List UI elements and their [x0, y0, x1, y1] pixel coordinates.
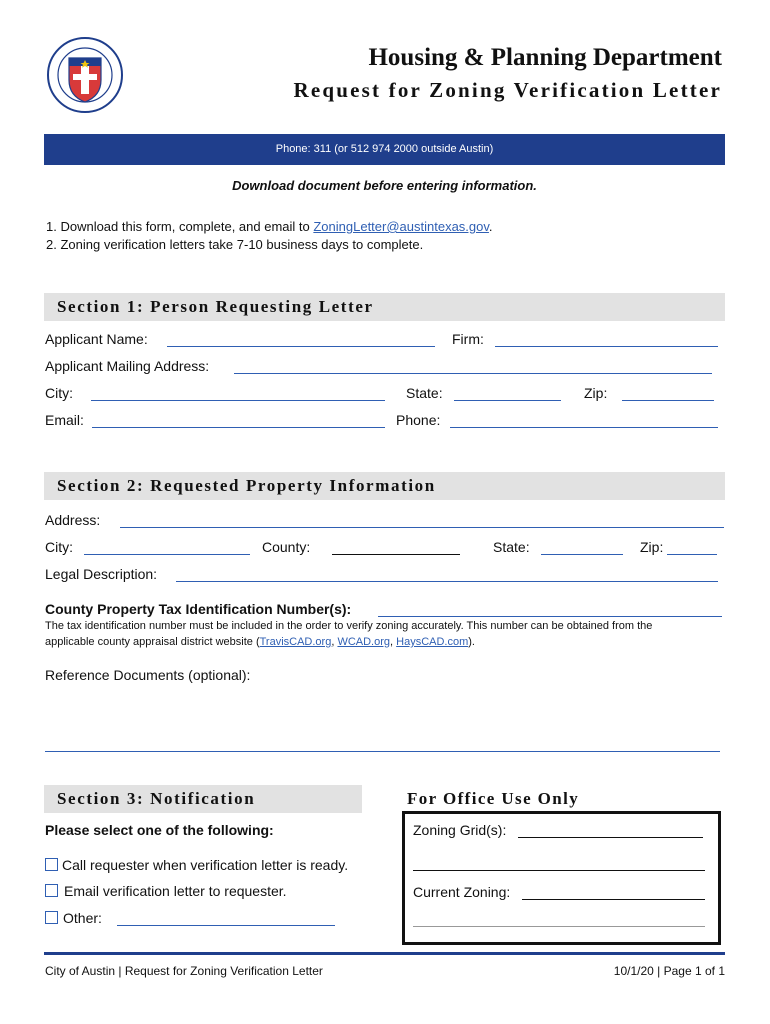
phone-label: Phone: [396, 412, 441, 428]
download-note: Download document before entering information. [232, 178, 537, 193]
travis-cad-link[interactable]: TravisCAD.org [259, 636, 332, 648]
email-letter-checkbox[interactable] [45, 884, 58, 897]
instruction-step-2: 2. Zoning verification letters take 7-10 business days to complete. [46, 237, 424, 252]
current-zoning-label: Current Zoning: [413, 884, 511, 900]
phone-bar: Phone: 311 (or 512 974 2000 outside Austin) [44, 134, 725, 165]
legal-description-label: Legal Description: [45, 566, 158, 582]
county-field[interactable] [332, 540, 460, 555]
city-seal [46, 36, 124, 114]
address-label: Address: [45, 512, 101, 528]
section3-band [44, 785, 362, 813]
email-field[interactable] [92, 413, 385, 428]
property-zip-label: Zip: [640, 539, 664, 555]
firm-field[interactable] [495, 332, 718, 347]
current-zoning-field-2[interactable] [413, 912, 705, 927]
zoning-grids-field[interactable] [518, 823, 703, 838]
email-label: Email: [45, 412, 84, 428]
tax-note-line2: applicable county appraisal district website (TravisCAD.org, WCAD.org, HaysCAD.com). [45, 636, 475, 648]
current-zoning-field[interactable] [522, 885, 705, 900]
legal-description-field[interactable] [176, 567, 718, 582]
footer-rule [44, 952, 725, 955]
section1-title: Section 1: Person Requesting Letter [57, 297, 374, 316]
county-label: County: [262, 539, 311, 555]
applicant-name-field[interactable] [167, 332, 435, 347]
call-requester-checkbox[interactable] [45, 858, 58, 871]
property-city-label: City: [45, 539, 73, 555]
reference-docs-label: Reference Documents (optional): [45, 667, 251, 683]
instruction-step-1 [46, 219, 493, 234]
address-field[interactable] [120, 513, 724, 528]
city-seal-icon [46, 36, 124, 114]
tax-id-field[interactable] [378, 602, 722, 617]
department-title: Housing & Planning Department [368, 44, 722, 71]
zip-label: Zip: [584, 385, 608, 401]
wcad-link[interactable]: WCAD.org [337, 636, 391, 648]
property-zip-field[interactable] [667, 540, 717, 555]
hays-cad-link[interactable]: HaysCAD.com [396, 636, 469, 648]
zoning-grids-label: Zoning Grid(s): [413, 822, 507, 838]
section2-band [44, 472, 725, 500]
tax-note-suffix: ). [468, 636, 475, 648]
footer-right: 10/1/20 | Page 1 of 1 [613, 964, 725, 978]
email-link[interactable]: ZoningLetter@austintexas.gov [313, 219, 489, 234]
tax-note-line1: The tax identification number must be included in the order to verify zoning accurately. This number can be obtained from the [45, 620, 653, 632]
phone-field[interactable] [450, 413, 718, 428]
mailing-address-label: Applicant Mailing Address: [45, 358, 210, 374]
form-title: Request for Zoning Verification Letter [293, 78, 722, 102]
call-requester-label: Call requester when verification letter is ready. [62, 857, 349, 873]
state-label: State: [406, 385, 443, 401]
office-use-title: For Office Use Only [407, 789, 580, 808]
applicant-name-label: Applicant Name: [45, 331, 148, 347]
state-field[interactable] [454, 386, 561, 401]
step1-suffix: . [488, 219, 493, 234]
zoning-grids-field-2[interactable] [413, 856, 705, 871]
footer-left: City of Austin | Request for Zoning Verification Letter [45, 964, 323, 978]
other-label: Other: [63, 910, 102, 926]
section3-title: Section 3: Notification [57, 789, 256, 808]
reference-docs-field[interactable] [45, 737, 720, 752]
email-letter-label: Email verification letter to requester. [64, 883, 287, 899]
city-label: City: [45, 385, 73, 401]
firm-label: Firm: [452, 331, 484, 347]
tax-id-label: County Property Tax Identification Number(s): [45, 601, 352, 617]
section1-band [44, 293, 725, 321]
city-field[interactable] [91, 386, 385, 401]
section2-title: Section 2: Requested Property Information [57, 476, 436, 495]
other-field[interactable] [117, 911, 335, 926]
mailing-address-field[interactable] [234, 359, 712, 374]
property-state-label: State: [493, 539, 530, 555]
tax-note-prefix: applicable county appraisal district website ( [45, 636, 260, 648]
step1-prefix: 1. Download this form, complete, and email to [46, 219, 314, 234]
property-city-field[interactable] [84, 540, 250, 555]
other-checkbox[interactable] [45, 911, 58, 924]
zip-field[interactable] [622, 386, 714, 401]
property-state-field[interactable] [541, 540, 623, 555]
notification-prompt: Please select one of the following: [45, 822, 274, 838]
